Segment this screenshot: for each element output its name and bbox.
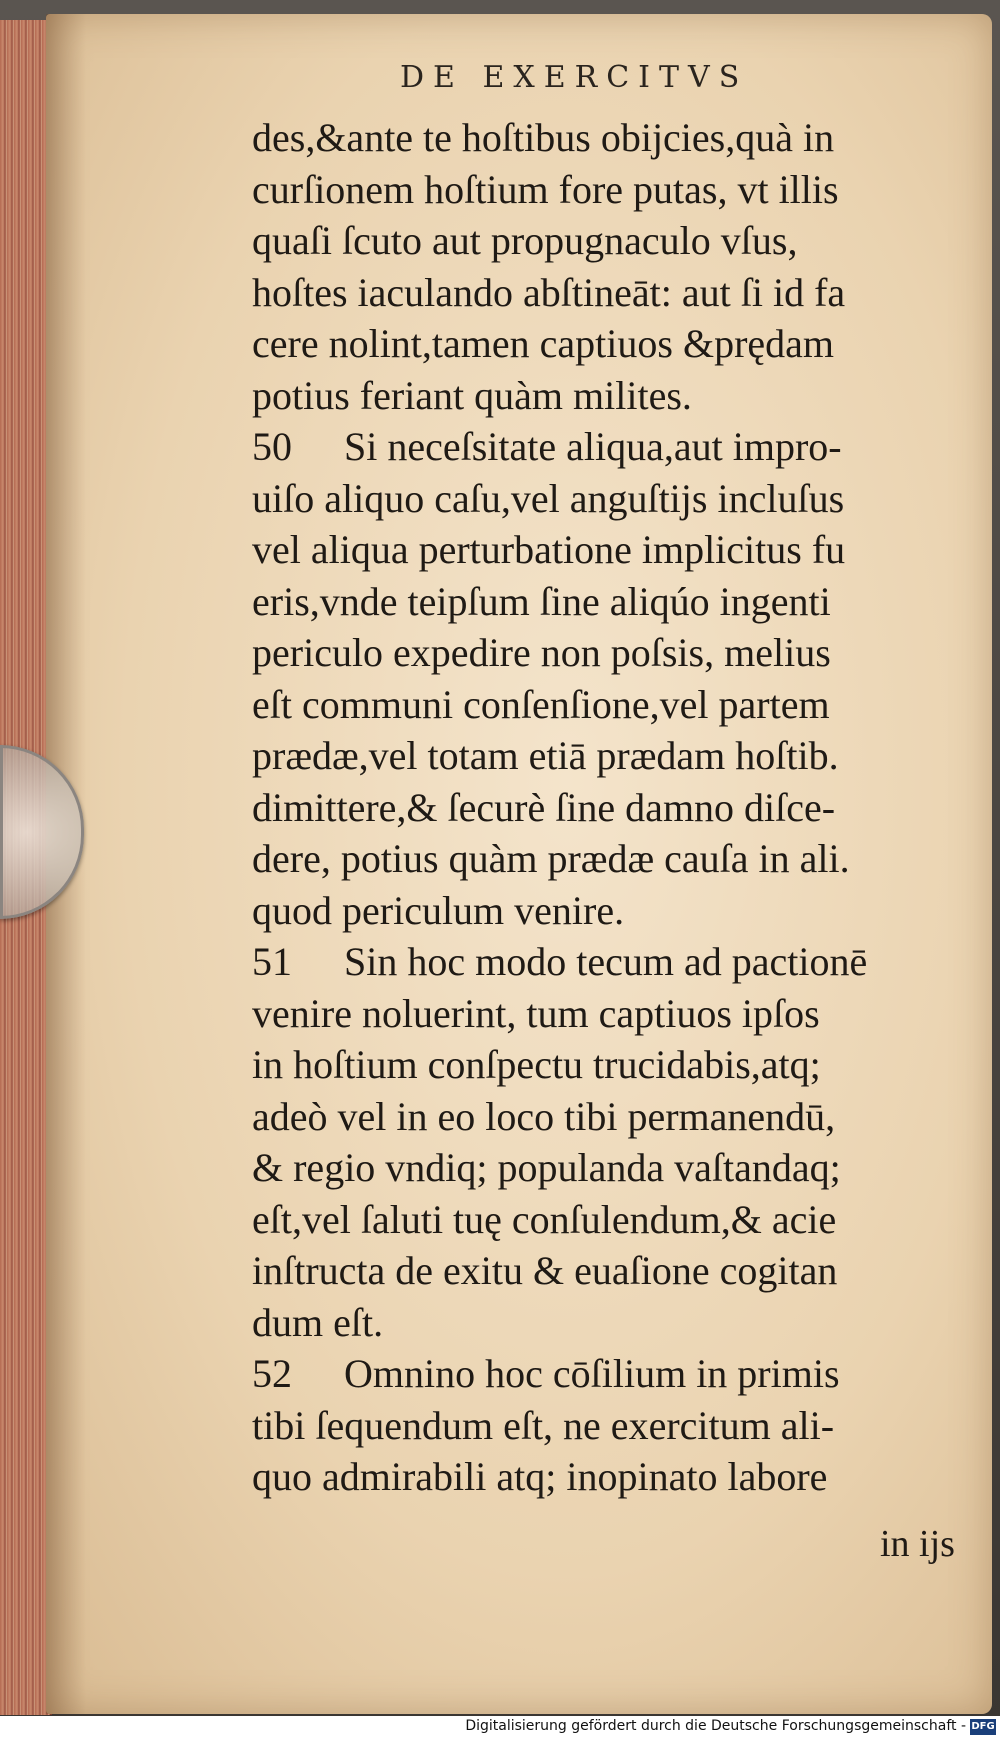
line-text: tibi ſequendum eſt, ne exercitum ali- [252,1402,835,1448]
text-line [252,473,972,525]
line-text: dere, potius quàm prædæ cauſa in ali. [252,836,850,881]
line-text: eſt,vel ſaluti tuę conſulendum,& acie [252,1196,837,1242]
text-line [252,988,972,1040]
text-line [252,782,972,834]
line-text: quaſi ſcuto aut propugnaculo vſus, [252,218,798,263]
line-text: in hoſtium conſpectu trucidabis,atq; [252,1042,821,1087]
text-line [252,112,972,164]
line-text: hoſtes iaculando abſtineāt: aut ſi id fa [252,269,846,315]
line-text: cere nolint,tamen captiuos &prędam [252,321,835,366]
text-line [252,524,972,576]
line-text: des,&ante te hoſtibus obijcies,quà in [252,115,835,160]
line-text: eſt communi conſenſione,vel partem [252,681,830,727]
line-text: dimittere,& ſecurè ſine damno diſce- [252,784,836,830]
line-text: curſionem hoſtium fore putas, vt illis [252,166,839,212]
text-line [252,1348,972,1400]
dfg-logo: DFG [970,1719,996,1735]
line-text: dum eſt. [252,1299,384,1345]
text-line [252,730,972,782]
text-line [252,936,972,988]
text-line [252,833,972,885]
line-text: quod periculum venire. [252,887,625,933]
running-head: DE EXERCITVS [400,60,749,95]
text-line [252,1039,972,1091]
section-number: 51 [252,939,292,984]
line-text: venire noluerint, tum captiuos ipſos [252,990,820,1036]
section-number: 52 [252,1351,292,1396]
line-text: inſtructa de exitu & euaſione cogitan [252,1248,838,1293]
text-line [252,1245,972,1297]
line-text: Sin hoc modo tecum ad pactionē [344,939,868,984]
text-line [252,370,972,422]
text-line [252,1142,972,1194]
text-line [252,1091,972,1143]
line-text: prædæ,vel totam etiā prædam hoſtib. [252,733,839,778]
line-text: & regio vndiq; populanda vaſtandaq; [252,1145,841,1190]
text-line [252,1297,972,1349]
line-text: periculo expedire non poſsis, melius [252,630,831,675]
line-text: quo admirabili atq; inopinato labore [252,1454,828,1499]
line-text: eris,vnde teipſum ſine aliqúo ingenti [252,578,831,624]
text-line [252,1451,972,1503]
catchword: in ijs [880,1523,955,1565]
line-text: potius feriant quàm milites. [252,372,692,418]
line-text: Si neceſsitate aliqua,aut impro- [344,424,842,469]
text-line [252,576,972,628]
line-text: adeò vel in eo loco tibi permanendū, [252,1093,836,1139]
line-text: uiſo aliquo caſu,vel anguſtijs incluſus [252,475,845,521]
text-line [252,267,972,319]
text-block [252,112,972,1503]
text-line [252,627,972,679]
text-line [252,421,972,473]
text-line [252,1400,972,1452]
line-text: vel aliqua perturbatione implicitus fu [252,527,846,572]
text-line [252,885,972,937]
section-number: 50 [252,424,292,469]
footer-credit: Digitalisierung gefördert durch die Deutsche Forschungsgemeinschaft - [465,1718,966,1734]
text-line [252,679,972,731]
text-line [252,1194,972,1246]
line-text: Omnino hoc cōſilium in primis [344,1351,840,1396]
text-line [252,164,972,216]
text-line [252,215,972,267]
text-line [252,318,972,370]
